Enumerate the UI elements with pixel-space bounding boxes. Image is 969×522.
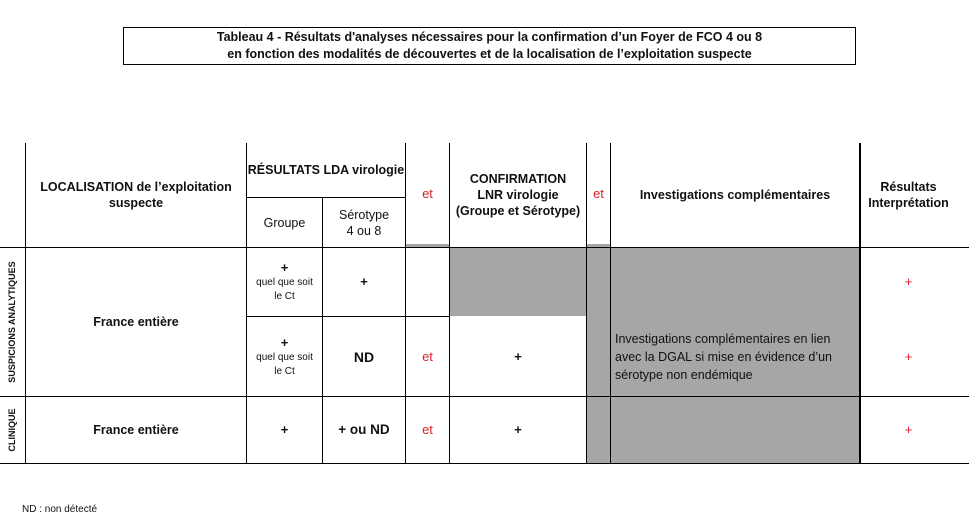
header-et-1: et	[422, 185, 433, 201]
clinique-confirmation: +	[514, 422, 522, 437]
row2-confirmation: +	[514, 348, 522, 364]
side-label-analytiques: SUSPICIONS ANALYTIQUES	[7, 261, 17, 383]
clinique-et: et	[422, 422, 433, 437]
analytiques-localisation: France entière	[93, 315, 179, 329]
title-line-1: Tableau 4 - Résultats d'analyses nécessaires pour la confirmation d’un Foyer de FCO 4 ou 8	[216, 30, 763, 44]
header-resultats: Résultats Interprétation	[868, 180, 949, 210]
header-groupe: Groupe	[263, 215, 306, 230]
row2-serotype: ND	[353, 348, 375, 365]
clinique-serotype: + ou ND	[338, 422, 390, 437]
header-lda: RÉSULTATS LDA virologie	[247, 163, 405, 177]
title-line-2: en fonction des modalités de découvertes et de la localisation de l’exploitation suspecte	[227, 47, 752, 61]
header-localisation: LOCALISATION de l’exploitation suspecte	[40, 180, 232, 210]
row2-et: et	[422, 348, 433, 364]
row1-groupe: + quel que soit le Ct	[256, 260, 313, 302]
gray-et2-column	[587, 248, 610, 464]
header-investigations: Investigations complémentaires	[639, 188, 831, 202]
side-label-clinique: CLINIQUE	[7, 408, 17, 452]
hline-table-bottom	[0, 463, 969, 464]
header-serotype: Sérotype 4 ou 8	[338, 207, 390, 238]
row2-resultat: +	[904, 348, 913, 364]
row2-investigations: Investigations complémentaires en lien avec la DGAL si mise en évidence d’un sérotype non endémique	[615, 331, 833, 382]
row2-groupe: + quel que soit le Ct	[256, 334, 313, 377]
clinique-localisation: France entière	[93, 423, 179, 437]
footnote: ND : non détecté	[22, 504, 98, 515]
header-confirmation: CONFIRMATION LNR virologie (Groupe et Sérotype)	[455, 172, 581, 218]
row1-resultat: +	[904, 274, 913, 289]
clinique-resultat: +	[904, 422, 913, 437]
gray-confirmation-row1	[450, 248, 586, 316]
row1-serotype: +	[360, 274, 368, 289]
clinique-groupe: +	[280, 422, 289, 437]
header-et-2: et	[593, 185, 604, 201]
